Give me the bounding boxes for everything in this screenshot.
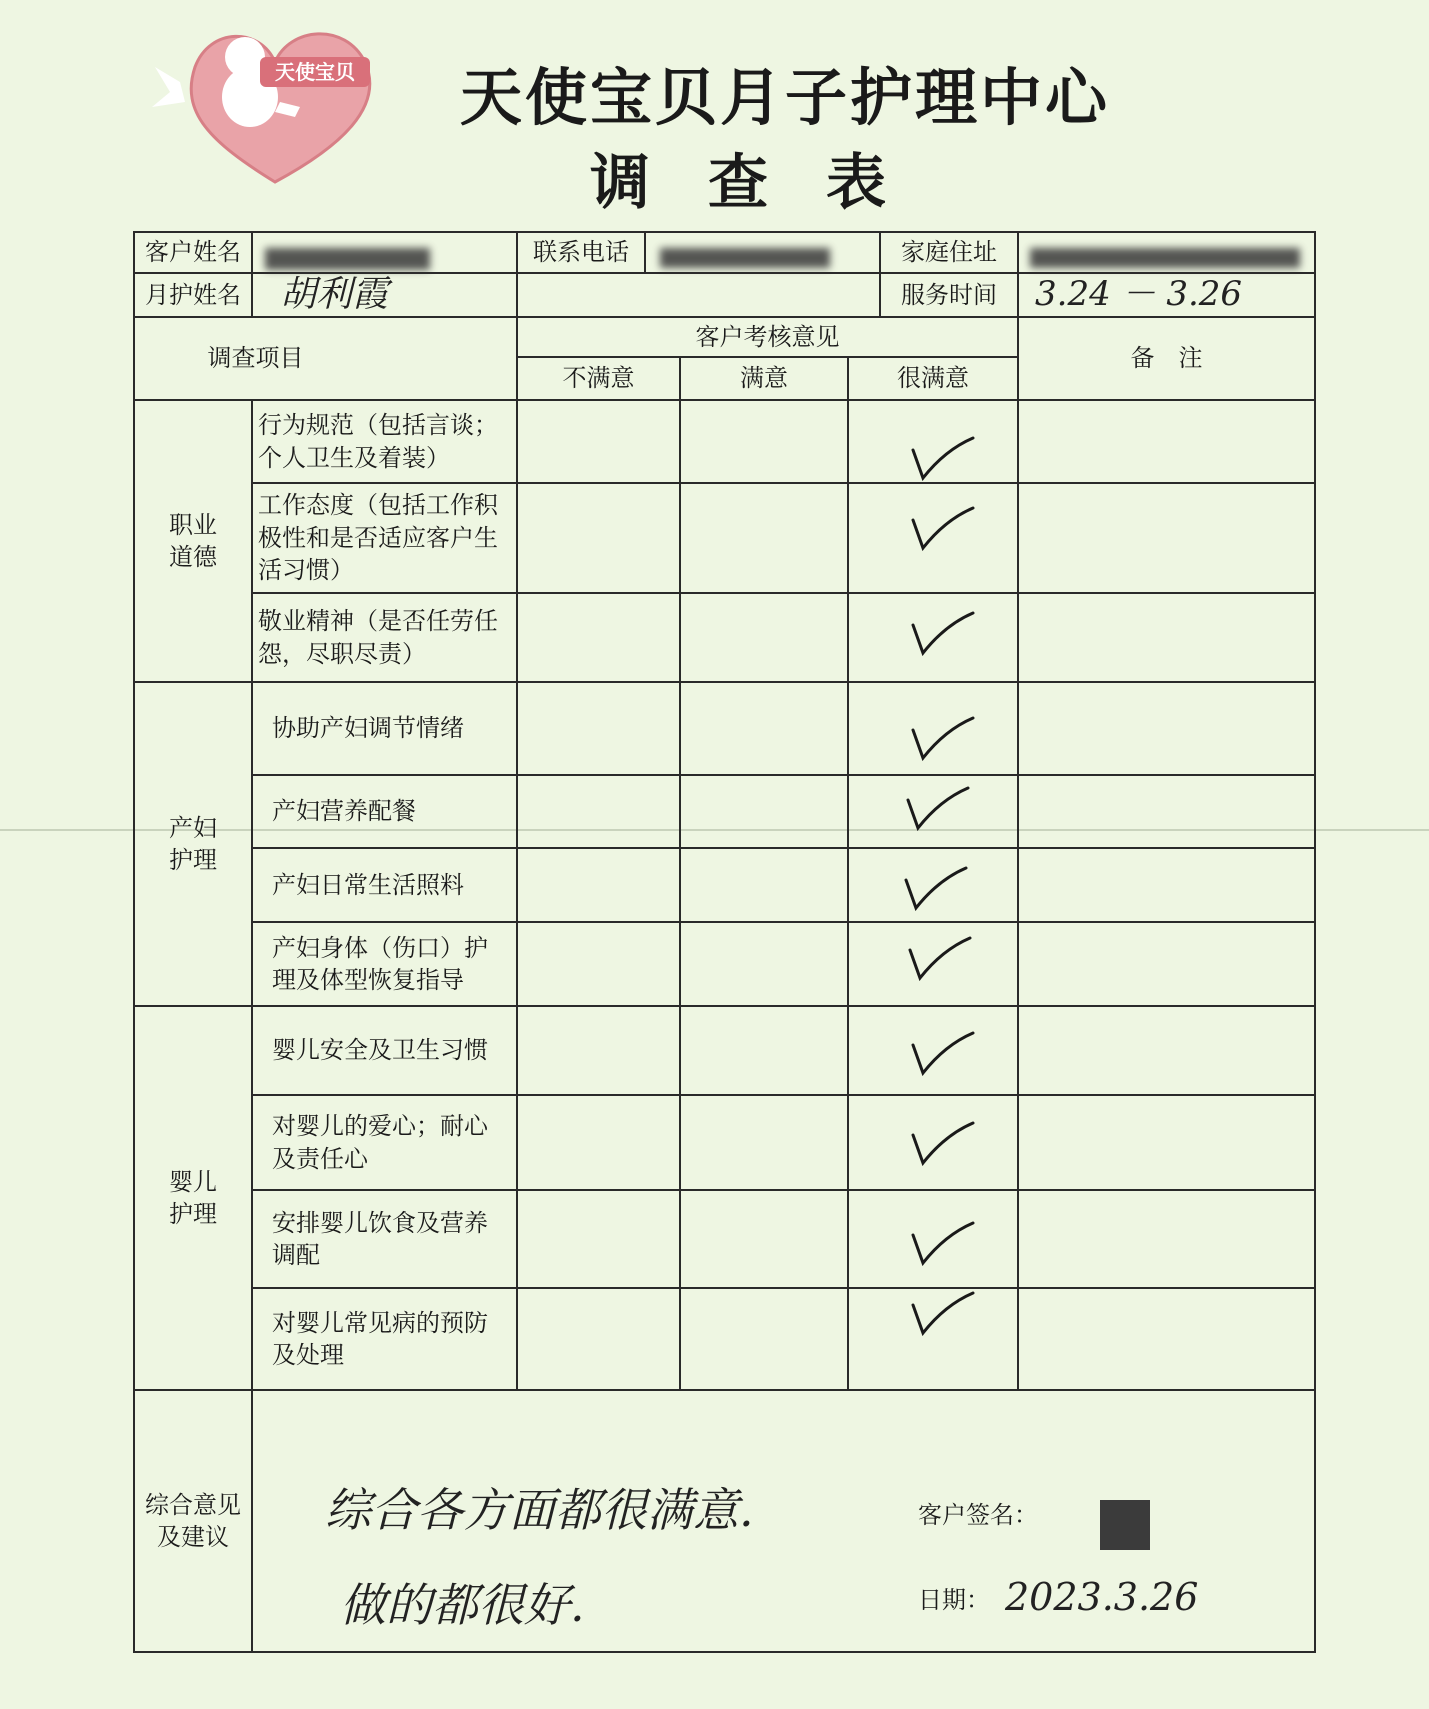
logo-text: 天使宝贝 xyxy=(275,60,355,84)
check-mark-icon xyxy=(905,605,975,665)
item-conduct: 行为规范（包括言谈；个人卫生及着装） xyxy=(258,411,498,472)
check-mark-icon xyxy=(905,500,975,560)
comment-line-2: 做的都很好. xyxy=(340,1577,585,1632)
check-mark-icon xyxy=(905,710,975,770)
signature-label: 客户签名： xyxy=(918,1500,1038,1529)
check-mark-icon xyxy=(905,1115,975,1175)
check-mark-icon xyxy=(900,780,970,840)
page-subtitle: 调查表 xyxy=(590,148,944,218)
page-title: 天使宝贝月子护理中心 xyxy=(460,61,1111,134)
remarks-header: 备 注 xyxy=(1130,344,1203,373)
item-infant-love: 对婴儿的爱心；耐心及责任心 xyxy=(272,1112,488,1173)
check-mark-icon xyxy=(905,430,975,490)
section-maternal-care: 产妇护理 xyxy=(169,813,217,874)
nurse-name-label: 月护姓名 xyxy=(145,280,241,309)
col-very-satisfied: 很满意 xyxy=(897,364,969,393)
redacted-phone xyxy=(660,248,830,268)
col-satisfied: 满意 xyxy=(740,364,788,393)
redacted-customer-name xyxy=(265,248,430,270)
item-dedication: 敬业精神（是否任劳任怨，尽职尽责） xyxy=(258,607,498,668)
address-label: 家庭住址 xyxy=(901,238,997,267)
comment-line-1: 综合各方面都很满意. xyxy=(325,1482,754,1537)
item-attitude: 工作态度（包括工作积极性和是否适应客户生活习惯） xyxy=(258,491,498,585)
item-infant-safety: 婴儿安全及卫生习惯 xyxy=(272,1036,488,1065)
nurse-name-value: 胡利霞 xyxy=(280,273,389,315)
check-mark-icon xyxy=(902,930,972,990)
redacted-address xyxy=(1030,248,1300,268)
service-time-value: 3.24 － 3.26 xyxy=(1035,274,1243,315)
item-body-recovery: 产妇身体（伤口）护理及体型恢复指导 xyxy=(272,933,488,994)
section-professional-ethics: 职业道德 xyxy=(169,510,217,571)
customer-name-label: 客户姓名 xyxy=(145,238,241,267)
phone-label: 联系电话 xyxy=(533,238,629,267)
col-dissatisfied: 不满意 xyxy=(562,364,635,393)
check-mark-icon xyxy=(905,1285,975,1345)
section-infant-care: 婴儿护理 xyxy=(169,1167,217,1228)
date-label: 日期： xyxy=(918,1585,990,1614)
item-emotion: 协助产妇调节情绪 xyxy=(272,714,464,743)
check-mark-icon xyxy=(905,1025,975,1085)
item-daily-care: 产妇日常生活照料 xyxy=(272,870,464,899)
survey-item-header: 调查项目 xyxy=(207,344,304,373)
service-time-label: 服务时间 xyxy=(901,280,997,309)
item-infant-illness: 对婴儿常见病的预防及处理 xyxy=(272,1308,488,1369)
redacted-signature xyxy=(1100,1500,1150,1550)
check-mark-icon xyxy=(905,1215,975,1275)
date-value: 2023.3.26 xyxy=(1005,1574,1199,1619)
comments-label: 综合意见及建议 xyxy=(145,1490,241,1551)
opinion-group-header: 客户考核意见 xyxy=(695,322,840,351)
item-nutrition: 产妇营养配餐 xyxy=(272,797,416,826)
check-mark-icon xyxy=(898,860,968,920)
item-infant-feeding: 安排婴儿饮食及营养调配 xyxy=(272,1208,488,1269)
